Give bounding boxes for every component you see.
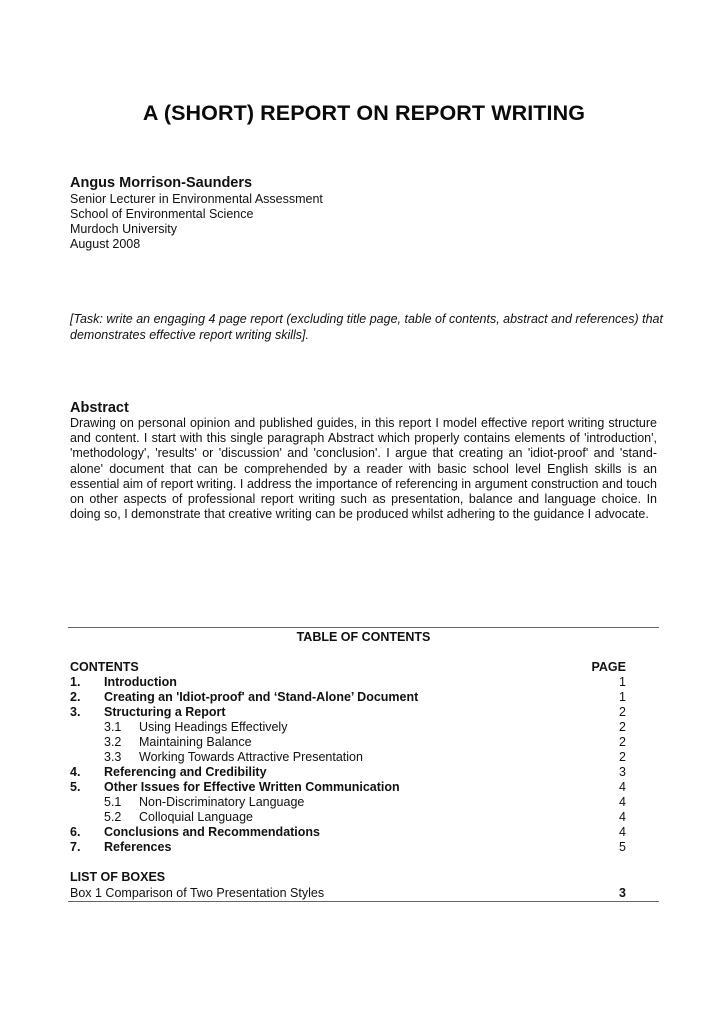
toc-subentry-number: 3.1: [104, 720, 122, 734]
toc-subentry-page: 4: [619, 810, 626, 824]
report-date: August 2008: [70, 237, 141, 251]
toc-entry-label: Structuring a Report: [104, 705, 226, 719]
toc-entry-label: Other Issues for Effective Written Communication: [104, 780, 400, 794]
toc-entry-number: 3.: [70, 705, 81, 719]
toc-subentry-number: 3.2: [104, 735, 122, 749]
toc-entry-page: 4: [619, 780, 626, 794]
box-entry[interactable]: [70, 885, 626, 901]
toc-subentry[interactable]: [70, 810, 626, 825]
toc-entry-label: Conclusions and Recommendations: [104, 825, 321, 839]
box-entry-page: 3: [619, 886, 626, 900]
toc-entry-number: 1.: [70, 675, 81, 689]
toc-subentry-number: 5.2: [104, 810, 122, 824]
toc-subentry-page: 2: [619, 735, 626, 749]
toc-page-label: PAGE: [591, 660, 626, 674]
toc-subentry-label: Using Headings Effectively: [139, 720, 288, 734]
abstract-body: Drawing on personal opinion and published guides, in this report I model effective report writing structure and content. I start with this single paragraph Abstract which properly contains elements of 'introduction', 'methodology', 'results' or 'discussion' and 'conclusion'. I argue that creating an 'idiot-proof' and 'stand-alone' document that can be comprehended by a reader with basic school level English skills is an essential aim of report writing. I address the importance of referencing in argument construction and touch on other aspects of professional report writing such as presentation, balance and language choice. In doing so, I demonstrate that creative writing can be produced whilst adhering to the guidance I advocate.: [70, 416, 657, 522]
toc-entry[interactable]: [70, 780, 626, 795]
author-position: Senior Lecturer in Environmental Assessment: [70, 192, 323, 206]
author-block: [70, 174, 323, 252]
author-name: Angus Morrison-Saunders: [70, 175, 253, 191]
toc-subentry-number: 3.3: [104, 750, 122, 764]
toc-entry-label: Referencing and Credibility: [104, 765, 267, 779]
toc-entry-number: 7.: [70, 840, 81, 854]
toc-bottom-rule: [68, 901, 659, 902]
toc-entry-page: 3: [619, 765, 626, 779]
list-of-boxes-heading: LIST OF BOXES: [70, 870, 166, 884]
toc-entry-number: 5.: [70, 780, 81, 794]
toc-subentry-label: Working Towards Attractive Presentation: [139, 750, 363, 764]
toc-entry-number: 6.: [70, 825, 81, 839]
toc-header-row: [70, 660, 626, 675]
toc-subentry-label: Colloquial Language: [139, 810, 253, 824]
toc-entry[interactable]: [70, 825, 626, 840]
toc-entry-number: 2.: [70, 690, 81, 704]
report-title: A (SHORT) REPORT ON REPORT WRITING: [142, 101, 586, 125]
toc-entry[interactable]: [70, 765, 626, 780]
toc-entry-page: 1: [619, 675, 626, 689]
toc-entry-label: Introduction: [104, 675, 177, 689]
toc-subentry[interactable]: [70, 720, 626, 735]
toc-contents-label: CONTENTS: [70, 660, 139, 674]
toc-subentry-label: Non-Discriminatory Language: [139, 795, 305, 809]
list-of-boxes: [70, 870, 626, 901]
toc-entry[interactable]: [70, 705, 626, 720]
toc-subentry-label: Maintaining Balance: [139, 735, 252, 749]
toc-entry-page: 1: [619, 690, 626, 704]
toc-entry-number: 4.: [70, 765, 81, 779]
toc-top-rule: [68, 627, 659, 628]
toc-subentry-page: 2: [619, 750, 626, 764]
abstract-heading: Abstract: [70, 400, 129, 416]
toc-entry[interactable]: [70, 675, 626, 690]
task-statement: [Task: write an engaging 4 page report (excluding title page, table of contents, abstract and references) that demonstrates effective report writing skills].: [70, 312, 663, 342]
box-entry-label: Box 1 Comparison of Two Presentation Styles: [70, 886, 325, 900]
author-university: Murdoch University: [70, 222, 177, 236]
toc-subentry[interactable]: [70, 750, 626, 765]
toc-entry-page: 5: [619, 840, 626, 854]
toc-subentry-page: 2: [619, 720, 626, 734]
author-school: School of Environmental Science: [70, 207, 254, 221]
toc-subentry[interactable]: [70, 795, 626, 810]
toc-title: TABLE OF CONTENTS: [296, 630, 431, 644]
toc-entry-page: 4: [619, 825, 626, 839]
toc-entry-label: Creating an 'Idiot-proof' and ‘Stand-Alone’ Document: [104, 690, 419, 704]
toc-subentry-number: 5.1: [104, 795, 122, 809]
toc-entry-page: 2: [619, 705, 626, 719]
toc-entry-label: References: [104, 840, 172, 854]
table-of-contents: [70, 660, 626, 855]
toc-entry[interactable]: [70, 690, 626, 705]
toc-subentry-page: 4: [619, 795, 626, 809]
toc-entry[interactable]: [70, 840, 626, 855]
toc-subentry[interactable]: [70, 735, 626, 750]
